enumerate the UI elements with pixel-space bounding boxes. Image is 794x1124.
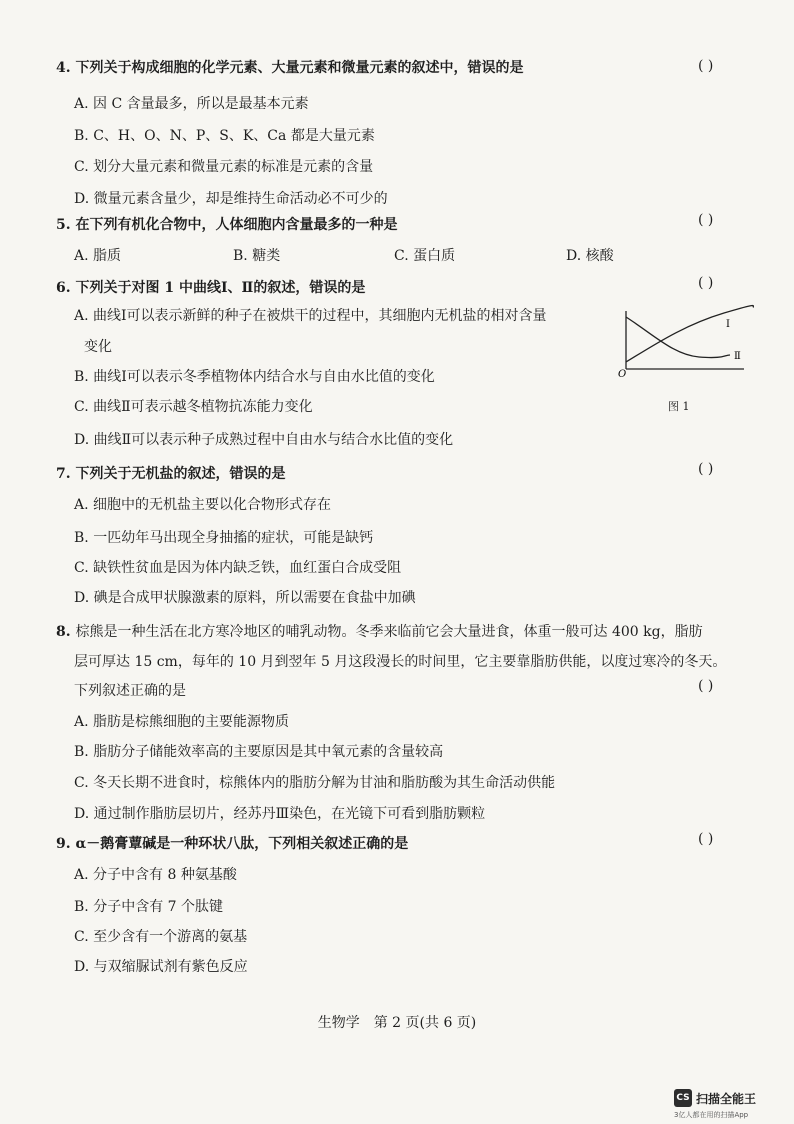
q6-answer-paren: ( ) bbox=[698, 275, 714, 291]
q6-option-a-line1: A. 曲线Ⅰ可以表示新鲜的种子在被烘干的过程中，其细胞内无机盐的相对含量 bbox=[74, 308, 547, 324]
q5-option-c: C. 蛋白质 bbox=[394, 248, 456, 264]
q9-option-a: A. 分子中含有 8 种氨基酸 bbox=[74, 867, 237, 883]
page-footer: 生物学 第 2 页(共 6 页) bbox=[317, 1015, 477, 1031]
q7-option-b: B. 一匹幼年马出现全身抽搐的症状，可能是缺钙 bbox=[74, 530, 374, 546]
q4-option-a: A. 因 C 含量最多，所以是最基本元素 bbox=[74, 96, 309, 112]
q8-stem-text1: 棕熊是一种生活在北方寒冷地区的哺乳动物。冬季来临前它会大量进食，体重一般可达 400 kg，脂肪 bbox=[75, 624, 703, 640]
q8-option-a: A. 脂肪是棕熊细胞的主要能源物质 bbox=[74, 714, 290, 730]
q4-stem: 4. 下列关于构成细胞的化学元素、大量元素和微量元素的叙述中，错误的是 bbox=[56, 60, 524, 76]
figure-origin-label: O bbox=[618, 369, 627, 380]
q7-option-c: C. 缺铁性贫血是因为体内缺乏铁，血红蛋白合成受阻 bbox=[74, 560, 402, 576]
q7-option-a: A. 细胞中的无机盐主要以化合物形式存在 bbox=[74, 497, 332, 513]
q5-answer-paren: ( ) bbox=[698, 212, 714, 228]
scanner-name: 扫描全能王 bbox=[696, 1091, 757, 1106]
scanner-watermark bbox=[674, 1089, 756, 1107]
q9-stem: 9. α－鹅膏蕈碱是一种环状八肽，下列相关叙述正确的是 bbox=[56, 836, 409, 852]
q6-option-a-line2: 变化 bbox=[84, 339, 112, 355]
q6-option-c: C. 曲线Ⅱ可表示越冬植物抗冻能力变化 bbox=[74, 399, 313, 415]
q5-option-b: B. 糖类 bbox=[233, 248, 281, 264]
q7-stem: 7. 下列关于无机盐的叙述，错误的是 bbox=[56, 466, 286, 482]
q4-option-c: C. 划分大量元素和微量元素的标准是元素的含量 bbox=[74, 159, 374, 175]
q9-option-b: B. 分子中含有 7 个肽键 bbox=[74, 899, 223, 915]
q6-option-b: B. 曲线Ⅰ可以表示冬季植物体内结合水与自由水比值的变化 bbox=[74, 369, 435, 385]
curve-1-label: Ⅰ bbox=[726, 319, 730, 330]
q7-option-d: D. 碘是合成甲状腺激素的原料，所以需要在食盐中加碘 bbox=[74, 590, 416, 606]
q6-stem: 6. 下列关于对图 1 中曲线Ⅰ、Ⅱ的叙述，错误的是 bbox=[56, 280, 366, 296]
q8-option-c: C. 冬天长期不进食时，棕熊体内的脂肪分解为甘油和脂肪酸为其生命活动供能 bbox=[74, 775, 556, 791]
q7-answer-paren: ( ) bbox=[698, 461, 714, 477]
q4-answer-paren: ( ) bbox=[698, 58, 714, 74]
q5-option-d: D. 核酸 bbox=[566, 248, 614, 264]
scanner-tagline: 3亿人都在用的扫描App bbox=[674, 1111, 749, 1119]
q5-option-a: A. 脂质 bbox=[74, 248, 122, 264]
q9-option-d: D. 与双缩脲试剂有紫色反应 bbox=[74, 959, 248, 975]
q5-stem: 5. 在下列有机化合物中，人体细胞内含量最多的一种是 bbox=[56, 217, 398, 233]
curve-2-label: Ⅱ bbox=[734, 351, 741, 362]
q8-stem-line1: 8. 棕熊是一种生活在北方寒冷地区的哺乳动物。冬季来临前它会大量进食，体重一般可达 400 kg，脂肪 bbox=[56, 624, 703, 640]
q8-option-b: B. 脂肪分子储能效率高的主要原因是其中氧元素的含量较高 bbox=[74, 744, 444, 760]
q8-stem-line3: 下列叙述正确的是 bbox=[74, 683, 186, 699]
q9-answer-paren: ( ) bbox=[698, 831, 714, 847]
figure-1-curves bbox=[614, 303, 764, 413]
q9-option-c: C. 至少含有一个游离的氨基 bbox=[74, 929, 248, 945]
figure-1-caption: 图 1 bbox=[668, 400, 690, 413]
camscanner-icon: CS bbox=[674, 1089, 692, 1107]
q8-answer-paren: ( ) bbox=[698, 678, 714, 694]
q8-option-d: D. 通过制作脂肪层切片，经苏丹Ⅲ染色，在光镜下可看到脂肪颗粒 bbox=[74, 806, 486, 822]
q8-stem-line2: 层可厚达 15 cm，每年的 10 月到翌年 5 月这段漫长的时间里，它主要靠脂肪供能，以度过寒冷的冬天。 bbox=[74, 654, 727, 670]
curve-2 bbox=[626, 317, 730, 358]
q4-option-b: B. C、H、O、N、P、S、K、Ca 都是大量元素 bbox=[74, 128, 375, 144]
q4-option-d: D. 微量元素含量少，却是维持生命活动必不可少的 bbox=[74, 191, 388, 207]
q6-option-d: D. 曲线Ⅱ可以表示种子成熟过程中自由水与结合水比值的变化 bbox=[74, 432, 454, 448]
